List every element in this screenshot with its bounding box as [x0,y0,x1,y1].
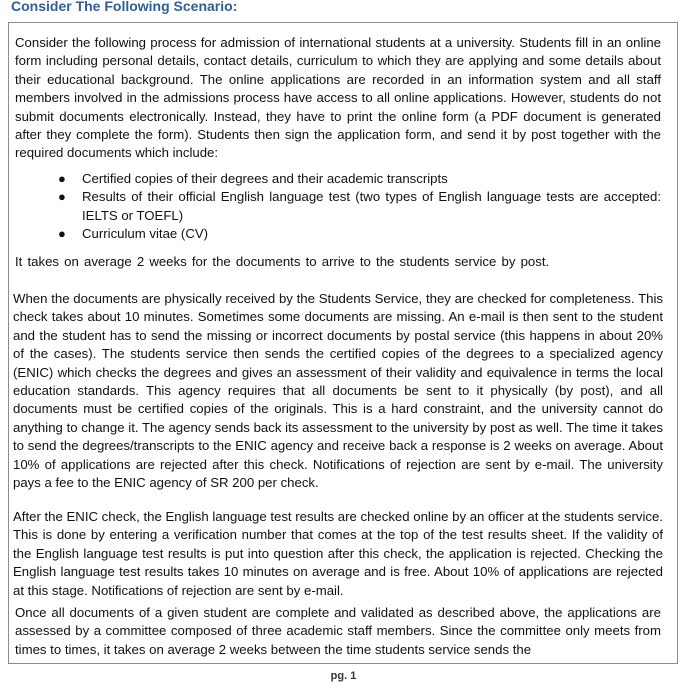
list-item [58,225,661,243]
enic-check-paragraph: After the ENIC check, the English language test results are checked online by an officer at the students service. This is done by entering a verification number that comes at the top of the test results sheet. If the validity of the English language test results is put into question after this check, the application is rejected. Checking the English language test results takes 10 minutes on average and is free. About 10% of applications are rejected at this stage. Notifications of rejection are sent by e-mail. [13,509,663,598]
list-item-text: Results of their official English language test (two types of English language tests are accepted: IELTS or TOEFL) [82,189,661,223]
list-item-text: Certified copies of their degrees and their academic transcripts [82,171,448,186]
bullet-icon: ● [58,171,66,186]
list-item-text: Curriculum vitae (CV) [82,226,209,242]
list-item [58,170,661,188]
committee-paragraph: Once all documents of a given student are complete and validated as described above, the applications are assessed by a committee composed of three academic staff members. Since the committee only meets from times to times, it takes on average 2 weeks between the time students service sends the [15,605,661,657]
bullet-icon: ● [58,189,66,205]
page-number: pg. 1 [330,670,357,682]
documents-received-paragraph: When the documents are physically received by the Students Service, they are checked for completeness. This check takes about 10 minutes. Sometimes some documents are missing. An e-mail is then sent to the student and the student has to send the missing or incorrect documents by postal service (this happens in about 20% of the cases). The students service then sends the certified copies of the degrees to a specialized agency (ENIC) which checks the degrees and gives an assessment of their validity and equivalence in terms the local education standards. This agency requires that all documents be sent to it physically (by post), and all documents must be certified copies of the originals. This is a hard constraint, and the university cannot do anything to change it. The agency sends back its assessment to the university by post as well. The time it takes to send the degrees/transcripts to the ENIC agency and receive back a response is 2 weeks on average. About 10% of applications are rejected after this check. Notifications of rejection are sent by e-mail. The university pays a fee to the ENIC agency of SR 200 per check. [13,291,663,491]
intro-paragraph: Consider the following process for admission of international students at a university. Students fill in an online form including personal details, contact details, curriculum to which they are applying and some details about their educational background. The online applications are recorded in an information system and all staff members involved in the admissions process have access to all online applications. However, students do not submit documents electronically. Instead, they have to print the online form (a PDF document is generated after they complete the form). Students then sign the application form, and send it by post together with the required documents which include: [15,35,661,161]
scenario-heading: Consider The Following Scenario: [11,0,238,14]
bullet-icon: ● [58,226,66,242]
list-item [58,188,661,225]
average-delivery-line: It takes on average 2 weeks for the documents to arrive to the students service by post. [15,254,550,269]
required-documents-list [58,170,661,244]
